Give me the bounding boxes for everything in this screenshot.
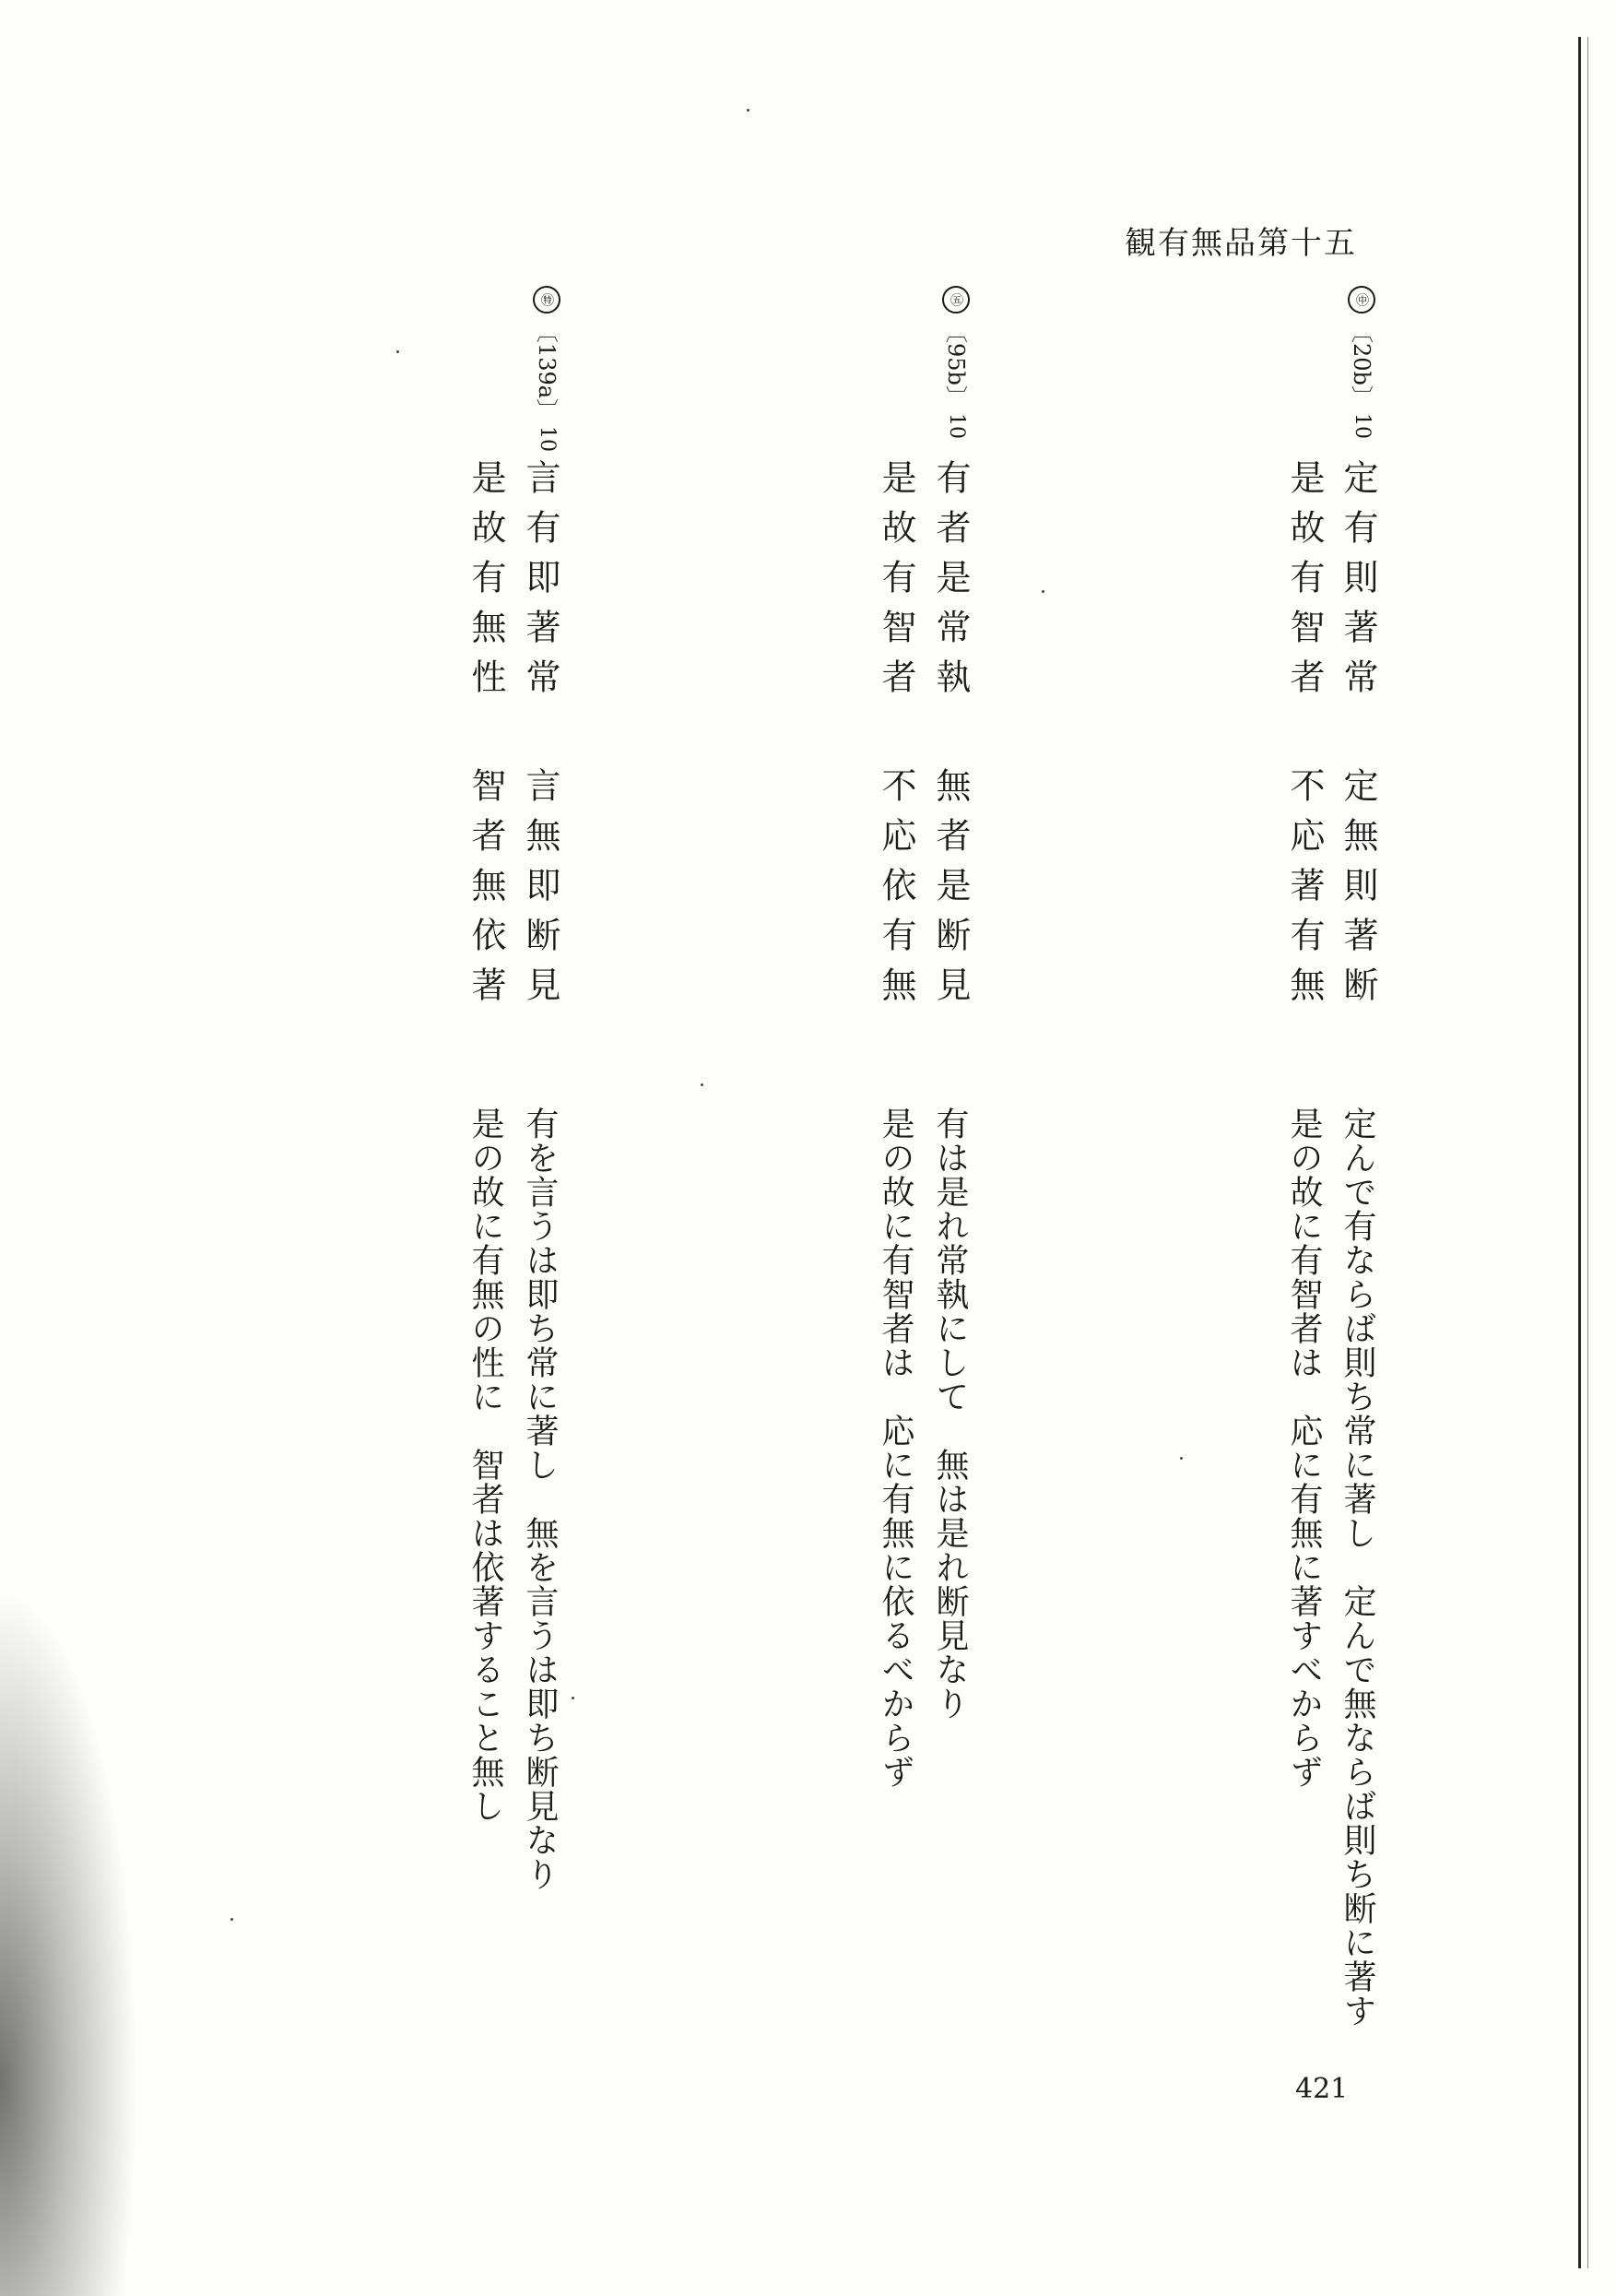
group-1-reference: 〔20b〕 — [1349, 321, 1374, 408]
group-3-kundoku-line-1: 有を言うは即ち常に著し 無を言うは即ち断見なり — [521, 1107, 559, 1891]
group-3-verse-line-1b: 言無即断見 — [520, 767, 560, 1016]
group-3-marker — [533, 286, 560, 452]
group-2-reference: 〔95b〕 — [943, 321, 969, 408]
scan-speck — [572, 1697, 574, 1699]
binding-edge-line-inner — [1587, 37, 1588, 2268]
group-2-kundoku-line-2: 是の故に有智者は 応に有無に依るべからず — [877, 1107, 914, 1789]
scan-speck — [396, 350, 399, 353]
group-3-verse-line-2a: 是故有無性 — [466, 459, 506, 708]
group-2-kundoku-line-1: 有は是れ常執にして 無は是れ断見なり — [931, 1107, 969, 1721]
group-3-reference: 〔139a〕 — [534, 321, 560, 421]
group-1-verse-line-1b: 定無則著断 — [1338, 767, 1378, 1016]
group-1-line-number: 10 — [1351, 412, 1374, 439]
scan-speck — [1042, 590, 1044, 593]
group-3-circled-mark: ㊕ — [533, 286, 560, 314]
group-3-kundoku-line-2: 是の故に有無の性に 智者は依著すること無し — [466, 1107, 504, 1823]
group-2-verse-line-2b: 不応依有無 — [876, 767, 916, 1016]
group-1-kundoku-line-2: 是の故に有智者は 応に有無に著すべからず — [1285, 1107, 1323, 1789]
group-1-verse-line-1a: 定有則著常 — [1338, 459, 1378, 708]
scan-speck — [1180, 1457, 1183, 1460]
group-2-verse-line-1b: 無者是断見 — [930, 767, 971, 1016]
group-1-circled-mark: ㊥ — [1348, 286, 1375, 314]
group-1-marker — [1348, 286, 1375, 439]
scanner-shadow — [0, 1586, 138, 2296]
scan-speck — [747, 109, 749, 112]
group-2-marker — [942, 286, 970, 439]
chapter-header: 観有無品第十五 — [1125, 225, 1357, 262]
group-2-verse-line-2a: 是故有智者 — [876, 459, 916, 708]
scan-speck — [701, 1083, 703, 1086]
group-3-verse-line-2b: 智者無依著 — [466, 767, 506, 1016]
binding-edge-line — [1578, 37, 1581, 2268]
group-1-kundoku-line-1: 定んで有ならば則ち常に著し 定んで無ならば則ち断に著す — [1339, 1107, 1376, 2028]
group-1-verse-line-2a: 是故有智者 — [1284, 459, 1325, 708]
group-3-verse-line-1a: 言有即著常 — [520, 459, 560, 708]
group-1-verse-line-2b: 不応著有無 — [1284, 767, 1325, 1016]
group-2-verse-line-1a: 有者是常執 — [930, 459, 971, 708]
page-number: 421 — [1295, 2073, 1349, 2105]
scan-speck — [230, 1918, 233, 1921]
group-3-line-number: 10 — [536, 426, 559, 453]
group-2-line-number: 10 — [945, 412, 968, 439]
group-2-circled-mark: ㊄ — [942, 286, 970, 314]
